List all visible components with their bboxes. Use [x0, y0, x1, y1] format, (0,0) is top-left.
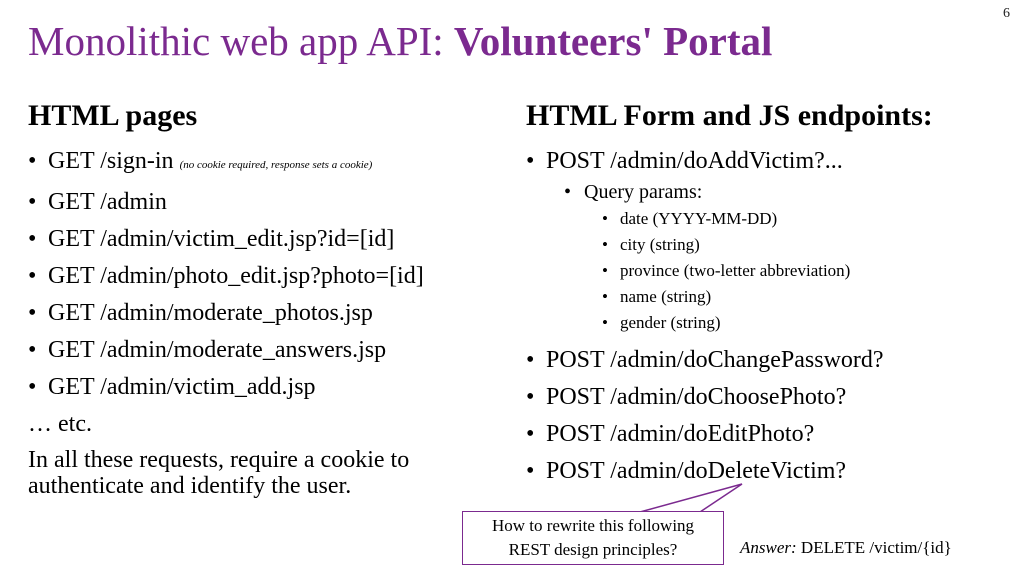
list-item: [28, 226, 498, 252]
list-item: [28, 189, 498, 215]
list-item: • POST /admin/doChangePassword?: [526, 347, 1016, 373]
answer-label: Answer:: [740, 538, 797, 557]
list-item-text: GET /sign-in: [48, 148, 180, 174]
html-pages-column: [28, 98, 498, 509]
page-number: 6: [1003, 6, 1010, 21]
question-callout: [462, 511, 724, 565]
slide-title: [28, 18, 772, 65]
endpoints-column: [526, 98, 1016, 495]
title-regular: Monolithic web app API:: [28, 18, 454, 64]
list-item-text: GET /admin/photo_edit.jsp?photo=[id]: [48, 263, 424, 289]
cookie-requirement-text: In all these requests, require a cookie to authenticate and identify the user.: [28, 447, 410, 499]
list-item-text: GET /admin/victim_edit.jsp?id=[id]: [48, 226, 395, 252]
title-bold: Volunteers' Portal: [453, 18, 773, 64]
sub-list: [564, 180, 1016, 336]
callout-line-2: REST design principles?: [508, 540, 678, 559]
list-item-text: GET /admin/victim_add.jsp: [48, 374, 316, 400]
param-item: • province (two-letter abbreviation): [602, 258, 1016, 284]
list-item-note: (no cookie required, response sets a cookie): [179, 159, 373, 171]
list-item: [28, 374, 498, 400]
callout-line-1: How to rewrite this following: [491, 516, 695, 535]
html-pages-list: [28, 148, 498, 400]
list-item: [526, 148, 1016, 336]
etc-text: … etc.: [28, 411, 92, 437]
list-item: • POST /admin/doEditPhoto?: [526, 421, 1016, 447]
endpoints-list: [526, 148, 1016, 484]
list-item-text: POST /admin/doAddVictim?...: [546, 148, 843, 174]
endpoints-heading: HTML Form and JS endpoints:: [526, 99, 933, 132]
query-params-label: Query params:: [584, 181, 703, 203]
list-item: [28, 263, 498, 289]
param-item: • name (string): [602, 284, 1016, 310]
answer-value: DELETE /victim/{id}: [796, 538, 952, 557]
list-item: [28, 337, 498, 363]
params-list: [602, 206, 1016, 336]
param-item: • date (YYYY-MM-DD): [602, 206, 1016, 232]
list-item: • POST /admin/doChoosePhoto?: [526, 384, 1016, 410]
list-item: • POST /admin/doDeleteVictim?: [526, 458, 1016, 484]
list-item-text: GET /admin/moderate_answers.jsp: [48, 337, 387, 363]
param-item: • gender (string): [602, 310, 1016, 336]
list-item-text: GET /admin: [48, 189, 167, 215]
list-item-text: GET /admin/moderate_photos.jsp: [48, 300, 373, 326]
sub-list-item: [564, 180, 1016, 336]
html-pages-heading: HTML pages: [28, 99, 198, 132]
param-item: • city (string): [602, 232, 1016, 258]
list-item: [28, 148, 498, 178]
answer-text: [740, 538, 952, 558]
list-item: [28, 300, 498, 326]
